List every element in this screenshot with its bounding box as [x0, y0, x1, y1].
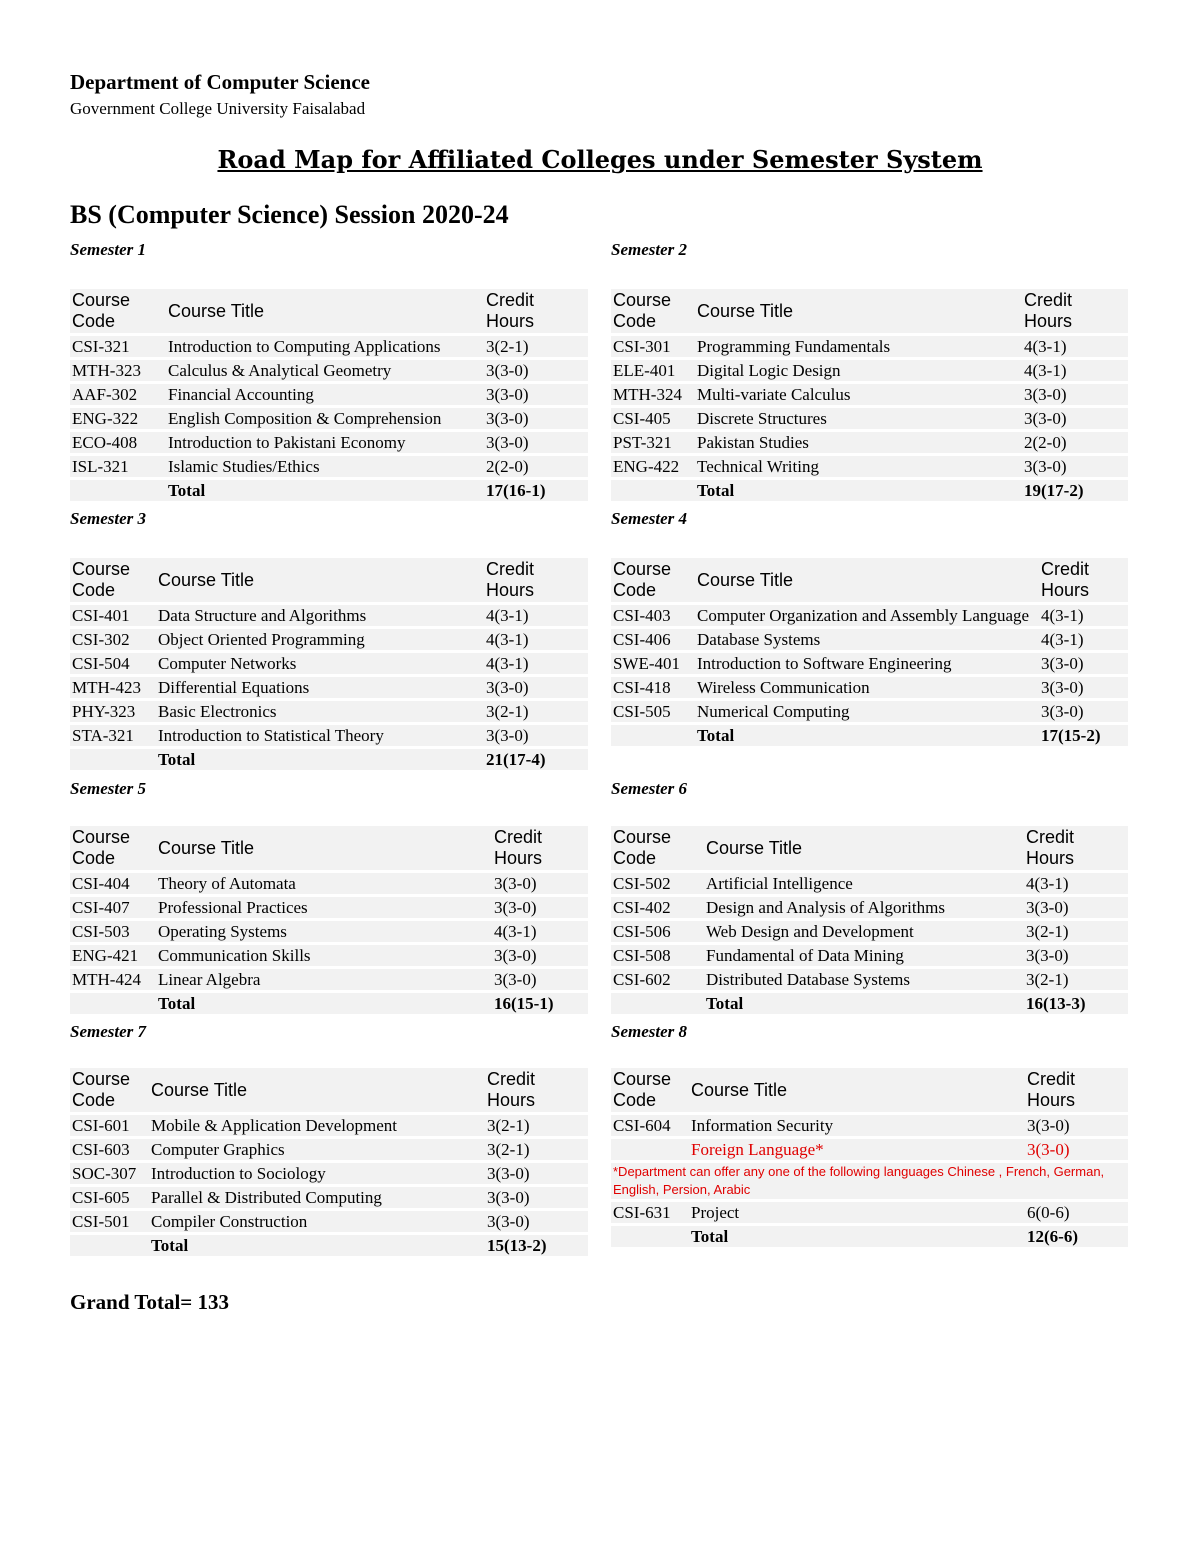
course-code: CSI-418 [611, 677, 695, 701]
total-label: Total [166, 480, 484, 504]
header-credit-hours [485, 1068, 588, 1115]
semester-label: Semester 1 [70, 240, 147, 259]
course-code: CSI-321 [70, 336, 166, 360]
course-code: AAF-302 [70, 384, 166, 408]
course-code: CSI-404 [70, 873, 156, 897]
course-code: CSI-301 [611, 336, 695, 360]
header-credit-hours-line2: Hours [1027, 1090, 1076, 1110]
course-code: CSI-406 [611, 629, 695, 653]
header-credit-hours-line1: Credit [1024, 290, 1073, 310]
semester-label: Semester 2 [611, 240, 688, 259]
course-title: Operating Systems [156, 921, 492, 945]
header-course-code-line2: Code [613, 580, 657, 600]
table-row [70, 1187, 588, 1211]
table-row [70, 360, 588, 384]
total-row [611, 993, 1128, 1017]
header-credit-hours-line2: Hours [1024, 311, 1073, 331]
table-row [611, 605, 1128, 629]
credit-hours: 3(3-0) [484, 360, 588, 384]
credit-hours: 3(3-0) [1024, 897, 1128, 921]
table-row [611, 456, 1128, 480]
course-code: CSI-405 [611, 408, 695, 432]
header-course-title: Course Title [166, 289, 484, 336]
header-course-code [70, 1068, 149, 1115]
course-title: Mobile & Application Development [149, 1115, 485, 1139]
header-course-code-line1: Course [613, 290, 672, 310]
course-code: PHY-323 [70, 701, 156, 725]
course-title: Computer Networks [156, 653, 484, 677]
header-course-code [70, 289, 166, 336]
header-course-code-line2: Code [72, 848, 116, 868]
header-course-code [70, 558, 156, 605]
header-course-title: Course Title [695, 289, 1022, 336]
credit-hours: 4(3-1) [484, 605, 588, 629]
header-course-code-line2: Code [613, 1090, 657, 1110]
header-course-code [611, 289, 695, 336]
course-title: Introduction to Pakistani Economy [166, 432, 484, 456]
header-course-title: Course Title [149, 1068, 485, 1115]
table-header-row [70, 1068, 588, 1115]
total-label: Total [704, 993, 1024, 1017]
course-code: CSI-601 [70, 1115, 149, 1139]
course-title: Artificial Intelligence [704, 873, 1024, 897]
course-title: Discrete Structures [695, 408, 1022, 432]
table-row [70, 336, 588, 360]
table-row [70, 653, 588, 677]
semester-label: Semester 8 [611, 1022, 688, 1041]
semester-table [611, 826, 1128, 1017]
course-title: Introduction to Statistical Theory [156, 725, 484, 749]
total-label: Total [689, 1226, 1025, 1250]
course-code: ENG-322 [70, 408, 166, 432]
credit-hours: 3(3-0) [1022, 456, 1128, 480]
table-row [70, 701, 588, 725]
credit-hours: 4(3-1) [1024, 873, 1128, 897]
credit-hours: 3(3-0) [1039, 701, 1128, 725]
header-credit-hours [484, 289, 588, 336]
total-credit-hours: 17(16-1) [484, 480, 588, 504]
header-credit-hours [1039, 558, 1128, 605]
credit-hours: 3(3-0) [484, 725, 588, 749]
semester-label: Semester 5 [70, 779, 147, 798]
table-row [70, 969, 588, 993]
header-course-code-line1: Course [72, 1069, 131, 1089]
header-credit-hours-line1: Credit [1041, 559, 1090, 579]
course-title: Project [689, 1202, 1025, 1226]
header-credit-hours [1024, 826, 1128, 873]
credit-hours: 3(2-1) [484, 701, 588, 725]
total-label: Total [156, 749, 484, 773]
course-title: Computer Graphics [149, 1139, 485, 1163]
course-title: Data Structure and Algorithms [156, 605, 484, 629]
total-row [70, 749, 588, 773]
table-row [611, 677, 1128, 701]
course-title: Fundamental of Data Mining [704, 945, 1024, 969]
total-label: Total [695, 480, 1022, 504]
credit-hours: 3(2-1) [1024, 921, 1128, 945]
department-name: Department of Computer Science [70, 70, 370, 94]
header-course-title: Course Title [704, 826, 1024, 873]
course-title: Introduction to Software Engineering [695, 653, 1039, 677]
credit-hours: 2(2-0) [1022, 432, 1128, 456]
table-row [70, 945, 588, 969]
total-credit-hours: 15(13-2) [485, 1235, 588, 1259]
credit-hours: 4(3-1) [1022, 336, 1128, 360]
total-spacer [70, 993, 156, 1017]
course-code: CSI-403 [611, 605, 695, 629]
course-title: Programming Fundamentals [695, 336, 1022, 360]
total-credit-hours: 12(6-6) [1025, 1226, 1128, 1250]
course-code: CSI-503 [70, 921, 156, 945]
table-row [70, 629, 588, 653]
course-title: Distributed Database Systems [704, 969, 1024, 993]
course-title: Theory of Automata [156, 873, 492, 897]
course-code: CSI-603 [70, 1139, 149, 1163]
header-course-title: Course Title [156, 558, 484, 605]
header-course-code [70, 826, 156, 873]
course-code: CSI-505 [611, 701, 695, 725]
table-row [611, 360, 1128, 384]
total-row [611, 725, 1128, 749]
header-course-title: Course Title [156, 826, 492, 873]
course-code: CSI-407 [70, 897, 156, 921]
total-row [70, 480, 588, 504]
table-row [70, 873, 588, 897]
semester-table [611, 558, 1128, 749]
note-row [611, 1163, 1128, 1202]
credit-hours: 3(3-0) [484, 432, 588, 456]
table-header-row [70, 558, 588, 605]
table-row [611, 969, 1128, 993]
semester-table [611, 289, 1128, 504]
header-credit-hours-line2: Hours [494, 848, 543, 868]
course-title: Technical Writing [695, 456, 1022, 480]
total-row [611, 1226, 1128, 1250]
total-credit-hours: 16(13-3) [1024, 993, 1128, 1017]
table-row [70, 408, 588, 432]
course-code: CSI-631 [611, 1202, 689, 1226]
table-row [611, 432, 1128, 456]
total-credit-hours: 17(15-2) [1039, 725, 1128, 749]
semester-table [70, 289, 588, 504]
course-title: Differential Equations [156, 677, 484, 701]
header-credit-hours-line2: Hours [1041, 580, 1090, 600]
course-title: English Composition & Comprehension [166, 408, 484, 432]
total-row [70, 993, 588, 1017]
header-course-code-line1: Course [613, 559, 672, 579]
program-title: BS (Computer Science) Session 2020-24 [70, 200, 509, 229]
total-label: Total [156, 993, 492, 1017]
course-code: CSI-506 [611, 921, 704, 945]
credit-hours: 3(3-0) [1025, 1115, 1128, 1139]
table-row [70, 897, 588, 921]
semester-table [70, 1068, 588, 1259]
credit-hours: 4(3-1) [492, 921, 588, 945]
table-row [70, 384, 588, 408]
header-course-code [611, 558, 695, 605]
course-code: CSI-508 [611, 945, 704, 969]
course-title: Design and Analysis of Algorithms [704, 897, 1024, 921]
credit-hours: 3(3-0) [492, 945, 588, 969]
table-row [611, 1139, 1128, 1163]
header-course-title: Course Title [689, 1068, 1025, 1115]
course-code: CSI-402 [611, 897, 704, 921]
credit-hours: 4(3-1) [1039, 629, 1128, 653]
total-credit-hours: 19(17-2) [1022, 480, 1128, 504]
table-row [70, 456, 588, 480]
table-row [611, 701, 1128, 725]
course-title: Professional Practices [156, 897, 492, 921]
table-row [70, 1115, 588, 1139]
course-title: Compiler Construction [149, 1211, 485, 1235]
language-note: *Department can offer any one of the following languages Chinese , French, German, English, Persion, Arabic [611, 1163, 1128, 1202]
table-row [611, 921, 1128, 945]
header-credit-hours-line2: Hours [487, 1090, 536, 1110]
course-code: CSI-604 [611, 1115, 689, 1139]
total-spacer [70, 480, 166, 504]
credit-hours: 6(0-6) [1025, 1202, 1128, 1226]
credit-hours: 3(3-0) [484, 677, 588, 701]
table-header-row [70, 289, 588, 336]
course-code: CSI-602 [611, 969, 704, 993]
table-row [70, 1211, 588, 1235]
semester-label: Semester 3 [70, 509, 147, 528]
course-code: CSI-302 [70, 629, 156, 653]
table-row [611, 336, 1128, 360]
header-course-code-line2: Code [72, 580, 116, 600]
course-title: Parallel & Distributed Computing [149, 1187, 485, 1211]
semester-table [70, 558, 588, 773]
credit-hours: 3(3-0) [485, 1163, 588, 1187]
header-credit-hours-line2: Hours [1026, 848, 1075, 868]
table-header-row [70, 826, 588, 873]
total-label: Total [695, 725, 1039, 749]
course-title: Numerical Computing [695, 701, 1039, 725]
total-credit-hours: 21(17-4) [484, 749, 588, 773]
credit-hours: 3(3-0) [1022, 408, 1128, 432]
course-title: Foreign Language* [689, 1139, 1025, 1163]
course-title: Pakistan Studies [695, 432, 1022, 456]
table-row [70, 605, 588, 629]
course-title: Database Systems [695, 629, 1039, 653]
course-code: MTH-323 [70, 360, 166, 384]
table-row [611, 945, 1128, 969]
course-title: Digital Logic Design [695, 360, 1022, 384]
course-title: Introduction to Sociology [149, 1163, 485, 1187]
credit-hours: 3(2-1) [485, 1139, 588, 1163]
total-spacer [611, 480, 695, 504]
header-credit-hours-line1: Credit [1027, 1069, 1076, 1089]
course-title: Computer Organization and Assembly Language [695, 605, 1039, 629]
header-course-code [611, 826, 704, 873]
header-credit-hours [492, 826, 588, 873]
header-course-code-line2: Code [613, 848, 657, 868]
course-code: ISL-321 [70, 456, 166, 480]
header-course-code-line2: Code [72, 311, 116, 331]
credit-hours: 3(3-0) [1025, 1139, 1128, 1163]
page-title: Road Map for Affiliated Colleges under Semester System [217, 145, 983, 174]
credit-hours: 3(3-0) [485, 1211, 588, 1235]
credit-hours: 4(3-1) [1039, 605, 1128, 629]
header-course-code-line1: Course [72, 559, 131, 579]
course-title: Object Oriented Programming [156, 629, 484, 653]
course-title: Islamic Studies/Ethics [166, 456, 484, 480]
course-code: MTH-423 [70, 677, 156, 701]
credit-hours: 3(2-1) [485, 1115, 588, 1139]
header-credit-hours-line1: Credit [486, 290, 535, 310]
table-row [611, 897, 1128, 921]
credit-hours: 3(3-0) [484, 384, 588, 408]
header-course-code-line2: Code [72, 1090, 116, 1110]
course-code: CSI-502 [611, 873, 704, 897]
table-row [611, 384, 1128, 408]
credit-hours: 3(2-1) [484, 336, 588, 360]
credit-hours: 3(3-0) [1024, 945, 1128, 969]
table-row [611, 1115, 1128, 1139]
credit-hours: 3(2-1) [1024, 969, 1128, 993]
credit-hours: 3(3-0) [492, 873, 588, 897]
credit-hours: 3(3-0) [492, 897, 588, 921]
course-code: ELE-401 [611, 360, 695, 384]
course-title: Basic Electronics [156, 701, 484, 725]
credit-hours: 3(3-0) [485, 1187, 588, 1211]
header-course-code-line1: Course [613, 1069, 672, 1089]
header-credit-hours-line1: Credit [486, 559, 535, 579]
header-credit-hours-line2: Hours [486, 580, 535, 600]
table-row [70, 432, 588, 456]
total-row [611, 480, 1128, 504]
course-code: ENG-422 [611, 456, 695, 480]
university-name: Government College University Faisalabad [70, 99, 366, 118]
course-code: STA-321 [70, 725, 156, 749]
course-code: CSI-605 [70, 1187, 149, 1211]
header-course-code-line1: Course [613, 827, 672, 847]
grand-total: Grand Total= 133 [70, 1290, 230, 1314]
header-credit-hours [1022, 289, 1128, 336]
semester-table [611, 1068, 1128, 1250]
table-row [611, 408, 1128, 432]
table-row [611, 1202, 1128, 1226]
total-label: Total [149, 1235, 485, 1259]
semester-label: Semester 4 [611, 509, 688, 528]
course-code: CSI-501 [70, 1211, 149, 1235]
total-spacer [611, 993, 704, 1017]
course-code: SWE-401 [611, 653, 695, 677]
credit-hours: 4(3-1) [484, 653, 588, 677]
table-row [70, 1139, 588, 1163]
header-course-title: Course Title [695, 558, 1039, 605]
credit-hours: 3(3-0) [1039, 653, 1128, 677]
course-title: Introduction to Computing Applications [166, 336, 484, 360]
credit-hours: 2(2-0) [484, 456, 588, 480]
course-code [611, 1139, 689, 1163]
course-title: Financial Accounting [166, 384, 484, 408]
table-header-row [611, 558, 1128, 605]
total-row [70, 1235, 588, 1259]
total-spacer [611, 725, 695, 749]
course-title: Communication Skills [156, 945, 492, 969]
course-code: ECO-408 [70, 432, 166, 456]
table-row [70, 1163, 588, 1187]
table-row [611, 653, 1128, 677]
table-header-row [611, 1068, 1128, 1115]
table-row [70, 921, 588, 945]
header-credit-hours [484, 558, 588, 605]
credit-hours: 4(3-1) [1022, 360, 1128, 384]
table-header-row [611, 289, 1128, 336]
header-course-code-line2: Code [613, 311, 657, 331]
table-row [70, 677, 588, 701]
credit-hours: 3(3-0) [492, 969, 588, 993]
total-spacer [611, 1226, 689, 1250]
course-title: Calculus & Analytical Geometry [166, 360, 484, 384]
header-credit-hours-line2: Hours [486, 311, 535, 331]
table-header-row [611, 826, 1128, 873]
header-credit-hours-line1: Credit [1026, 827, 1075, 847]
header-course-code-line1: Course [72, 290, 131, 310]
credit-hours: 3(3-0) [484, 408, 588, 432]
course-code: PST-321 [611, 432, 695, 456]
header-credit-hours-line1: Credit [494, 827, 543, 847]
credit-hours: 3(3-0) [1022, 384, 1128, 408]
course-code: MTH-424 [70, 969, 156, 993]
total-spacer [70, 749, 156, 773]
course-title: Wireless Communication [695, 677, 1039, 701]
semester-table [70, 826, 588, 1017]
course-code: SOC-307 [70, 1163, 149, 1187]
credit-hours: 3(3-0) [1039, 677, 1128, 701]
course-title: Web Design and Development [704, 921, 1024, 945]
total-spacer [70, 1235, 149, 1259]
course-title: Linear Algebra [156, 969, 492, 993]
header-course-code [611, 1068, 689, 1115]
course-code: MTH-324 [611, 384, 695, 408]
semester-label: Semester 7 [70, 1022, 147, 1041]
course-code: CSI-401 [70, 605, 156, 629]
header-credit-hours [1025, 1068, 1128, 1115]
credit-hours: 4(3-1) [484, 629, 588, 653]
table-row [611, 629, 1128, 653]
table-row [70, 725, 588, 749]
total-credit-hours: 16(15-1) [492, 993, 588, 1017]
semester-label: Semester 6 [611, 779, 688, 798]
course-title: Information Security [689, 1115, 1025, 1139]
course-code: CSI-504 [70, 653, 156, 677]
course-code: ENG-421 [70, 945, 156, 969]
course-title: Multi-variate Calculus [695, 384, 1022, 408]
header-course-code-line1: Course [72, 827, 131, 847]
table-row [611, 873, 1128, 897]
header-credit-hours-line1: Credit [487, 1069, 536, 1089]
